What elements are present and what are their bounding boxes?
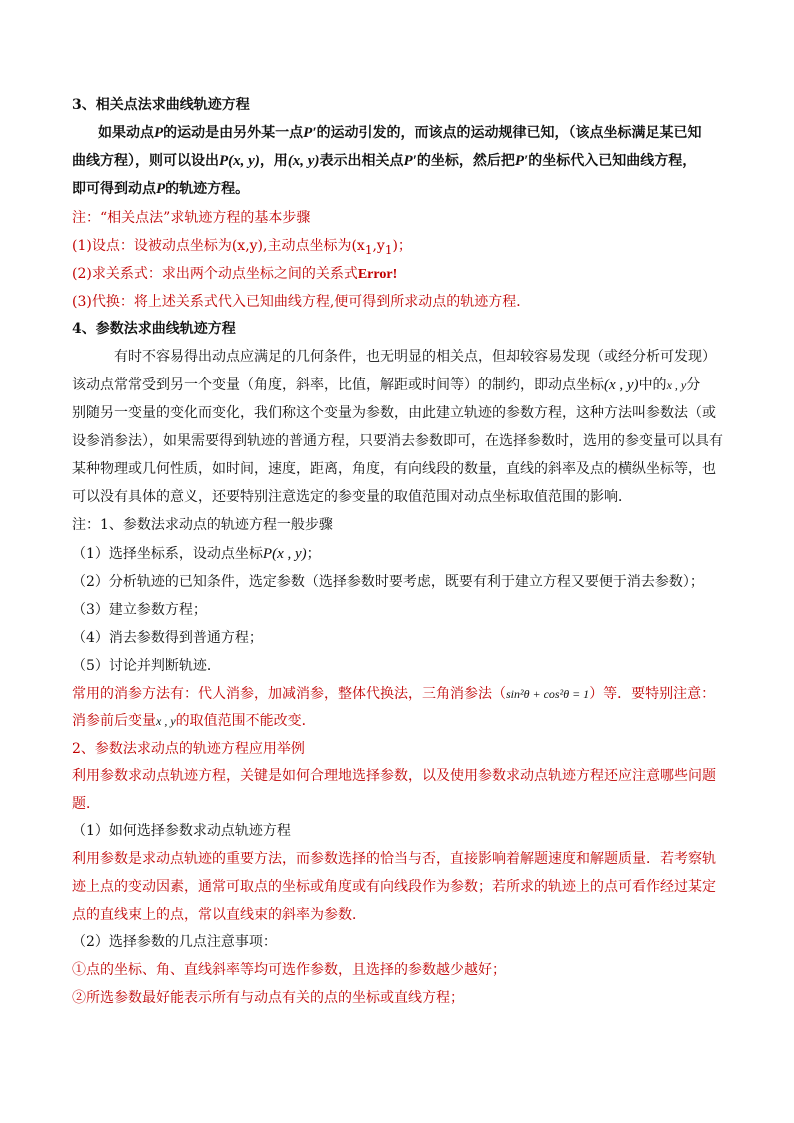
section-3-title: 3、相关点法求曲线轨迹方程 xyxy=(72,97,250,113)
section-3-para-line1: 如果动点P的运动是由另外某一点P′的运动引发的，而该点的运动规律已知，（该点坐标满足某已知 xyxy=(98,125,702,141)
section-3-step-1: (1)设点：设被动点坐标为(x,y),主动点坐标为$(x_1,y_1)$； xyxy=(72,238,412,257)
section-4-step-2: （2）分析轨迹的已知条件，选定参数（选择参数时要考虑，既要有利于建立方程又要便于消去参数）； xyxy=(72,574,704,590)
section-3-step-2: (2)求关系式：求出两个动点坐标之间的关系式Error! xyxy=(72,266,398,282)
section-4-para-line1: 有时不容易得出动点应满足的几何条件，也无明显的相关点，但却较容易发现（或经分析可发现） xyxy=(114,349,716,365)
section-4-para-line4: 设参消参法），如果需要得到轨迹的普通方程，只要消去参数即可，在选择参数时，选用的参变量可以具有 xyxy=(72,433,723,449)
section-3-step-3: (3)代换：将上述关系式代入已知曲线方程,便可得到所求动点的轨迹方程． xyxy=(72,294,531,310)
section-4-example-line1: 利用参数求动点轨迹方程，关键是如何合理地选择参数，以及使用参数求动点轨迹方程还应注意哪些问题 xyxy=(72,768,716,784)
section-4-common-methods-line2: 消参前后变量x , y的取值范围不能改变． xyxy=(72,713,316,729)
section-4-answer-line3: 点的直线束上的点，常以直线束的斜率为参数． xyxy=(72,907,366,923)
section-4-example-heading: 2、参数法求动点的轨迹方程应用举例 xyxy=(72,741,305,757)
section-4-step-5: （5）讨论并判断轨迹． xyxy=(72,658,221,674)
section-4-note-1: 注：1、参数法求动点的轨迹方程一般步骤 xyxy=(72,517,333,533)
section-4-para-line3: 别随另一变量的变化而变化，我们称这个变量为参数，由此建立轨迹的参数方程，这种方法叫参数法（或 xyxy=(72,405,716,421)
section-4-para-line2: 该动点常常受到另一个变量（角度，斜率，比值，解距或时间等）的制约，即动点坐标(x , y)中的x , y分 xyxy=(72,377,701,393)
section-4-note-item-2: ②所选参数最好能表示所有与动点有关的点的坐标或直线方程； xyxy=(72,990,464,1006)
section-4-title: 4、参数法求曲线轨迹方程 xyxy=(72,321,236,337)
section-4-note-item-1: ①点的坐标、角、直线斜率等均可选作参数，且选择的参数越少越好； xyxy=(72,962,506,978)
section-4-para-line6: 可以没有具体的意义，还要特别注意选定的参变量的取值范围对动点坐标取值范围的影响． xyxy=(72,489,632,505)
section-4-para-line5: 某种物理或几何性质，如时间，速度，距离，角度，有向线段的数量，直线的斜率及点的横纵坐标等，也 xyxy=(72,461,716,477)
section-4-step-1: （1）选择坐标系，设动点坐标P(x , y)； xyxy=(72,546,321,562)
section-4-step-4: （4）消去参数得到普通方程； xyxy=(72,630,263,646)
section-4-question-1: （1）如何选择参数求动点轨迹方程 xyxy=(72,823,291,839)
section-4-example-line2: 题． xyxy=(72,796,100,812)
section-4-step-3: （3）建立参数方程； xyxy=(72,602,207,618)
section-4-answer-line2: 迹上点的变动因素，通常可取点的坐标或角度或有向线段作为参数；若所求的轨迹上的点可看作经过某定 xyxy=(72,879,716,895)
section-3-note: 注：“相关点法”求轨迹方程的基本步骤 xyxy=(72,210,311,226)
section-3-para-line2: 曲线方程），则可以设出P(x, y)，用(x, y)表示出相关点P′的坐标，然后把P′的坐标代入已知曲线方程， xyxy=(72,153,697,169)
error-text: Error! xyxy=(357,267,398,282)
section-4-common-methods-line1: 常用的消参方法有：代人消参，加减消参，整体代换法，三角消参法（sin²θ + cos²θ = 1）等．要特别注意： xyxy=(72,686,716,702)
section-4-answer-line1: 利用参数是求动点轨迹的重要方法，而参数选择的恰当与否，直接影响着解题速度和解题质量．若考察轨 xyxy=(72,851,716,867)
section-3-para-line3: 即可得到动点P的轨迹方程。 xyxy=(72,181,250,197)
section-4-question-2: （2）选择参数的几点注意事项： xyxy=(72,934,277,950)
